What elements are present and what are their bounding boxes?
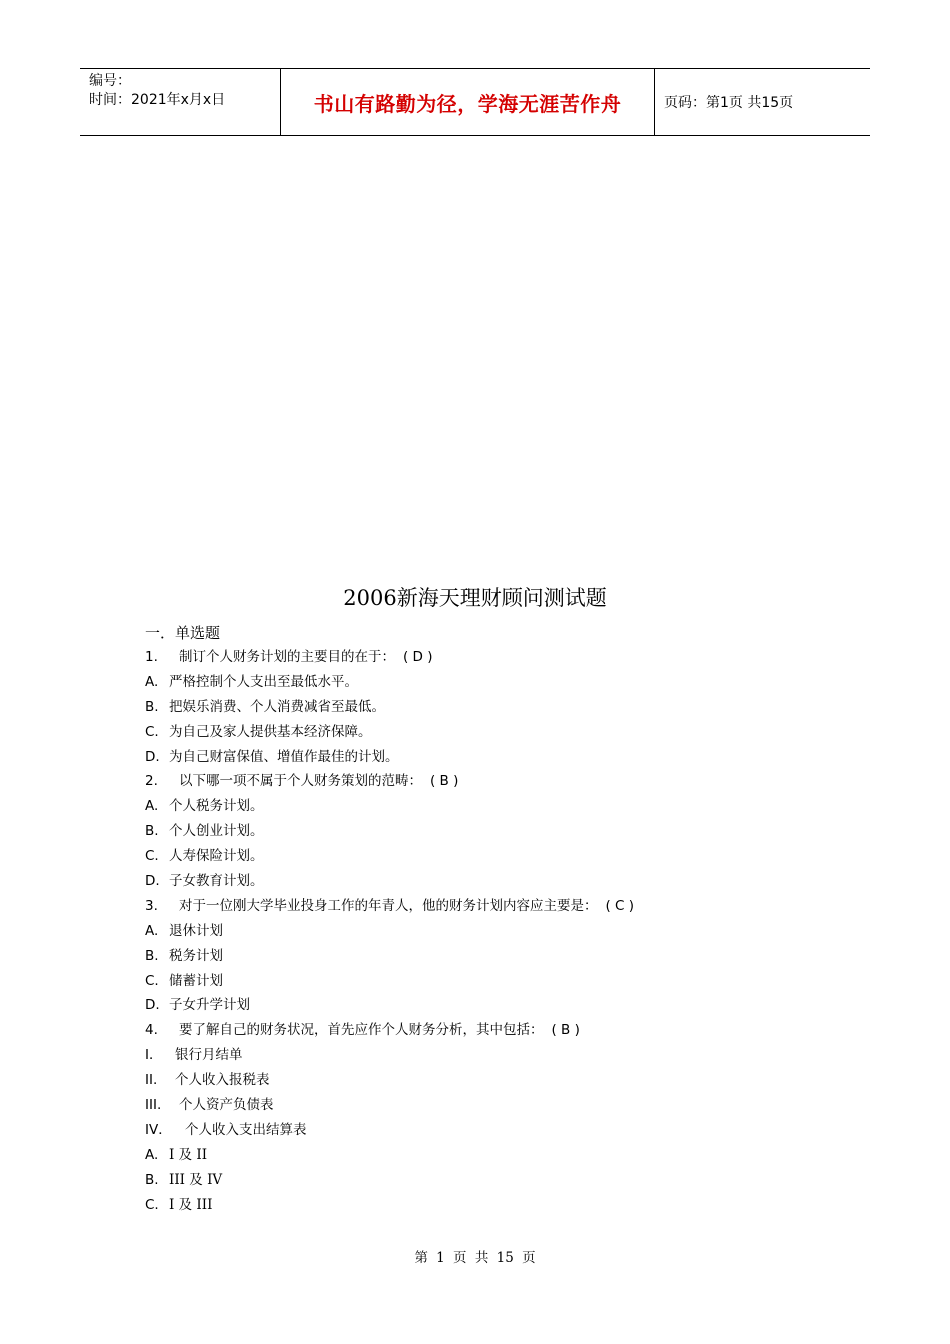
item-label: D. bbox=[145, 997, 160, 1014]
question-list bbox=[145, 647, 865, 1219]
item-text: 要了解自己的财务状况，首先应作个人财务分析，其中包括： bbox=[179, 1022, 544, 1039]
document-date: 时间：2021年x月x日 bbox=[89, 92, 226, 108]
item-label: A. bbox=[145, 922, 159, 939]
list-item bbox=[145, 1145, 865, 1170]
item-text: 对于一位刚大学毕业投身工作的年青人，他的财务计划内容应主要是： bbox=[179, 897, 598, 914]
item-label: D. bbox=[145, 748, 160, 765]
item-label: 3. bbox=[145, 897, 158, 914]
item-text: 税务计划 bbox=[169, 947, 223, 964]
item-label: C. bbox=[145, 1196, 159, 1213]
item-answer: ( B ) bbox=[551, 1022, 580, 1039]
item-text: 个人税务计划。 bbox=[169, 798, 264, 815]
document-title: 2006新海天理财顾问测试题 bbox=[343, 586, 607, 610]
item-label: C. bbox=[145, 723, 159, 740]
item-text: 子女升学计划 bbox=[169, 997, 250, 1014]
item-text: 个人收入支出结算表 bbox=[185, 1121, 307, 1138]
document-number-label: 编号： bbox=[89, 73, 131, 89]
item-label: C. bbox=[145, 848, 159, 865]
item-text: 为自己财富保值、增值作最佳的计划。 bbox=[169, 748, 399, 765]
list-item bbox=[145, 771, 865, 796]
list-item bbox=[145, 1070, 865, 1095]
list-item bbox=[145, 921, 865, 946]
item-text: 把娱乐消费、个人消费减省至最低。 bbox=[169, 698, 385, 715]
item-text: I 及 II bbox=[169, 1146, 208, 1163]
item-label: B. bbox=[145, 947, 159, 964]
list-item bbox=[145, 672, 865, 697]
item-label: B. bbox=[145, 1171, 159, 1188]
header-left-cell bbox=[80, 69, 281, 135]
list-item bbox=[145, 846, 865, 871]
item-label: 4. bbox=[145, 1022, 158, 1039]
list-item bbox=[145, 697, 865, 722]
item-text: 为自己及家人提供基本经济保障。 bbox=[169, 723, 372, 740]
header-middle-cell bbox=[281, 69, 655, 135]
list-item bbox=[145, 821, 865, 846]
list-item bbox=[145, 896, 865, 921]
list-item bbox=[145, 747, 865, 772]
list-item bbox=[145, 946, 865, 971]
header-motto: 书山有路勤为径，学海无涯苦作舟 bbox=[313, 91, 622, 116]
header-page-info: 页码：第1页 共15页 bbox=[664, 95, 794, 111]
item-text: 个人收入报税表 bbox=[175, 1072, 270, 1089]
item-text: 以下哪一项不属于个人财务策划的范畴： bbox=[179, 773, 422, 790]
item-label: D. bbox=[145, 873, 160, 890]
item-text: 人寿保险计划。 bbox=[169, 848, 264, 865]
list-item bbox=[145, 1095, 865, 1120]
list-item bbox=[145, 722, 865, 747]
item-label: III. bbox=[145, 1097, 162, 1114]
list-item bbox=[145, 647, 865, 672]
item-label: 1. bbox=[145, 649, 158, 665]
item-text: III 及 IV bbox=[169, 1171, 223, 1188]
header-right-cell bbox=[655, 69, 870, 135]
item-label: A. bbox=[145, 1146, 159, 1163]
list-item bbox=[145, 1045, 865, 1070]
item-text: 个人创业计划。 bbox=[169, 823, 264, 840]
list-item bbox=[145, 1020, 865, 1045]
list-item bbox=[145, 796, 865, 821]
item-text: 个人资产负债表 bbox=[179, 1097, 274, 1114]
item-text: 退休计划 bbox=[169, 922, 223, 939]
item-text: 储蓄计划 bbox=[169, 972, 223, 989]
item-text: I 及 III bbox=[169, 1196, 213, 1213]
list-item bbox=[145, 1120, 865, 1145]
item-text: 严格控制个人支出至最低水平。 bbox=[169, 673, 358, 690]
item-text: 银行月结单 bbox=[175, 1047, 243, 1064]
list-item bbox=[145, 1195, 865, 1220]
list-item bbox=[145, 1170, 865, 1195]
item-label: A. bbox=[145, 673, 159, 690]
item-label: II. bbox=[145, 1072, 158, 1089]
item-label: IV． bbox=[145, 1121, 172, 1138]
item-label: I． bbox=[145, 1047, 163, 1064]
item-text: 制订个人财务计划的主要目的在于： bbox=[179, 649, 395, 665]
section-heading: 一．单选题 bbox=[145, 624, 221, 642]
item-label: 2. bbox=[145, 773, 158, 790]
list-item bbox=[145, 871, 865, 896]
item-answer: ( C ) bbox=[605, 897, 635, 914]
list-item bbox=[145, 995, 865, 1020]
page-header bbox=[80, 68, 870, 136]
item-label: A. bbox=[145, 798, 159, 815]
item-answer: ( D ) bbox=[403, 649, 433, 665]
page-footer: 第 1 页 共 15 页 bbox=[414, 1250, 536, 1266]
item-label: B. bbox=[145, 823, 159, 840]
list-item bbox=[145, 971, 865, 996]
item-answer: ( B ) bbox=[430, 773, 459, 790]
item-label: C. bbox=[145, 972, 159, 989]
item-label: B. bbox=[145, 698, 159, 715]
item-text: 子女教育计划。 bbox=[169, 873, 264, 890]
